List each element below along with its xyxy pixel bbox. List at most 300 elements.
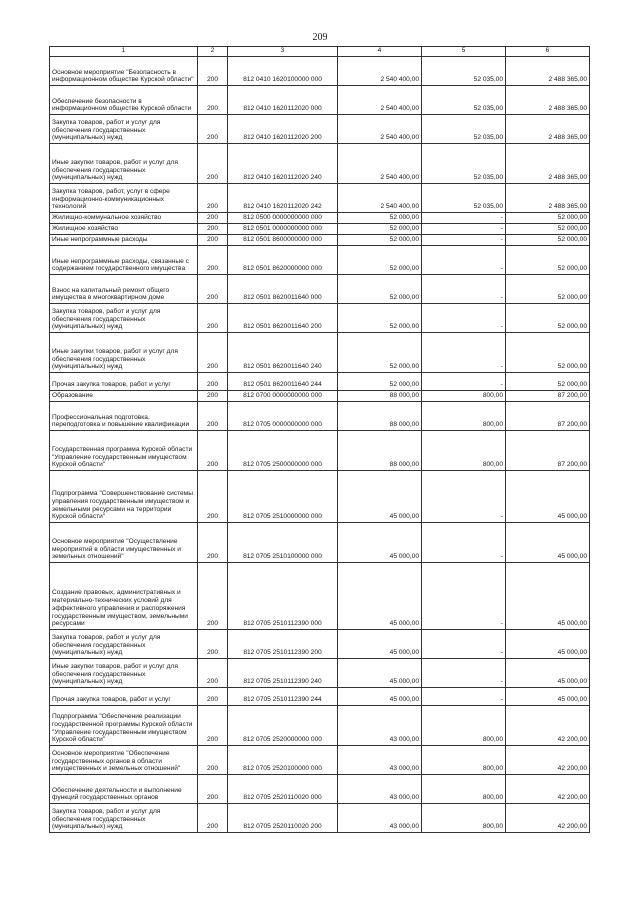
row-executed-cell (422, 224, 506, 235)
table-row (50, 184, 590, 213)
cell-text: 52 000,00 (557, 236, 587, 244)
row-remaining-cell (506, 184, 590, 213)
row-line-code-cell (198, 746, 228, 775)
cell-text: 87 200,00 (557, 421, 587, 429)
cell-text: 45 000,00 (557, 678, 587, 686)
row-line-code-cell (198, 431, 228, 471)
row-executed-cell (422, 86, 506, 115)
cell-text: Подпрограмма "Обеспечение реализации государственной программы Курской области "Управление государственным имуществом Курской области" (52, 713, 193, 744)
cell-text: 200 (206, 794, 218, 802)
row-name-cell (50, 471, 198, 523)
cell-text: 812 0410 1620112020 242 (243, 203, 322, 211)
table-row (50, 746, 590, 775)
row-executed-cell (422, 333, 506, 373)
row-name-cell (50, 402, 198, 431)
cell-text: 800,00 (482, 421, 503, 429)
row-budget-code-cell (228, 775, 338, 804)
cell-text: 52 000,00 (389, 363, 419, 371)
cell-text: 2 540 400,00 (380, 105, 419, 113)
cell-text: 800,00 (482, 823, 503, 831)
row-approved-cell (338, 659, 422, 688)
row-name-cell (50, 224, 198, 235)
row-budget-code-cell (228, 246, 338, 275)
row-remaining-cell (506, 333, 590, 373)
row-line-code-cell (198, 86, 228, 115)
cell-text: 45 000,00 (389, 620, 419, 628)
cell-text: 812 0410 1620112020 240 (243, 174, 322, 182)
cell-text: 52 000,00 (389, 294, 419, 302)
cell-text: 200 (206, 765, 218, 773)
cell-text: - (500, 225, 503, 233)
row-budget-code-cell (228, 471, 338, 523)
row-approved-cell (338, 746, 422, 775)
cell-text: 812 0705 2510112390 000 (243, 620, 322, 628)
cell-text: 45 000,00 (557, 649, 587, 657)
table-body (50, 47, 590, 833)
row-name-cell (50, 523, 198, 563)
row-approved-cell (338, 86, 422, 115)
row-executed-cell (422, 630, 506, 659)
cell-text: 52 000,00 (389, 323, 419, 331)
cell-text: - (500, 678, 503, 686)
cell-text: 812 0501 8600000000 000 (243, 236, 322, 244)
cell-text: 52 000,00 (557, 323, 587, 331)
row-name-cell (50, 333, 198, 373)
cell-text: - (500, 236, 503, 244)
cell-text: 42 200,00 (557, 794, 587, 802)
cell-text: 43 000,00 (389, 765, 419, 773)
cell-text: 800,00 (482, 461, 503, 469)
cell-text: Профессиональная подготовка, переподготовка и повышение квалификации (52, 413, 190, 429)
row-executed-cell (422, 563, 506, 630)
table-row (50, 115, 590, 144)
cell-text: 200 (206, 381, 218, 389)
row-remaining-cell (506, 523, 590, 563)
table-row (50, 57, 590, 86)
row-line-code-cell (198, 402, 228, 431)
cell-text: - (500, 553, 503, 561)
cell-text: 52 035,00 (473, 134, 503, 142)
cell-text: 43 000,00 (389, 823, 419, 831)
cell-text: 45 000,00 (389, 513, 419, 521)
cell-text: 52 000,00 (389, 214, 419, 222)
row-approved-cell (338, 402, 422, 431)
cell-text: 200 (206, 392, 218, 400)
row-name-cell (50, 659, 198, 688)
cell-text: 200 (206, 823, 218, 831)
row-line-code-cell (198, 144, 228, 184)
row-approved-cell (338, 391, 422, 402)
row-line-code-cell (198, 304, 228, 333)
table-row (50, 471, 590, 523)
row-name-cell (50, 304, 198, 333)
row-name-cell (50, 804, 198, 833)
cell-text: 52 000,00 (389, 236, 419, 244)
row-executed-cell (422, 471, 506, 523)
row-line-code-cell (198, 775, 228, 804)
cell-text: 200 (206, 513, 218, 521)
cell-text: 45 000,00 (557, 620, 587, 628)
row-name-cell (50, 213, 198, 224)
cell-text: Иные непрограммные расходы (52, 236, 148, 244)
cell-text: 800,00 (482, 794, 503, 802)
row-budget-code-cell (228, 373, 338, 391)
cell-text: - (500, 649, 503, 657)
cell-text: 800,00 (482, 736, 503, 744)
table-row (50, 775, 590, 804)
row-budget-code-cell (228, 688, 338, 706)
row-remaining-cell (506, 804, 590, 833)
row-remaining-cell (506, 275, 590, 304)
row-name-cell (50, 275, 198, 304)
cell-text: 200 (206, 678, 218, 686)
cell-text: 200 (206, 134, 218, 142)
cell-text: 812 0500 0000000000 000 (243, 214, 322, 222)
row-approved-cell (338, 224, 422, 235)
cell-text: 45 000,00 (389, 678, 419, 686)
cell-text: Закупка товаров, работ и услуг для обеспечения государственных (муниципальных) нужд (52, 307, 161, 331)
cell-text: Закупка товаров, работ и услуг для обеспечения государственных (муниципальных) нужд (52, 118, 161, 142)
row-remaining-cell (506, 213, 590, 224)
table-row (50, 659, 590, 688)
cell-text: 200 (206, 461, 218, 469)
row-budget-code-cell (228, 57, 338, 86)
row-budget-code-cell (228, 391, 338, 402)
cell-text: Закупка товаров, работ, услуг в сфере информационно-коммуникационных технологий (52, 187, 170, 211)
table-row (50, 563, 590, 630)
row-budget-code-cell (228, 184, 338, 213)
row-executed-cell (422, 706, 506, 746)
cell-text: 52 035,00 (473, 203, 503, 211)
row-budget-code-cell (228, 630, 338, 659)
cell-text: Подпрограмма "Совершенствование системы управления государственным имуществом и земельными ресурсами на территории Курской области" (52, 490, 193, 521)
cell-text: 200 (206, 736, 218, 744)
row-line-code-cell (198, 57, 228, 86)
cell-text: 812 0700 0000000000 000 (243, 392, 322, 400)
row-remaining-cell (506, 144, 590, 184)
row-name-cell (50, 630, 198, 659)
cell-text: 43 000,00 (389, 736, 419, 744)
cell-text: 2 540 400,00 (380, 174, 419, 182)
row-approved-cell (338, 706, 422, 746)
row-executed-cell (422, 57, 506, 86)
header-cell: 1 (50, 47, 198, 57)
row-executed-cell (422, 659, 506, 688)
header-cell: 6 (506, 47, 590, 57)
row-name-cell (50, 391, 198, 402)
row-approved-cell (338, 563, 422, 630)
row-approved-cell (338, 235, 422, 246)
row-line-code-cell (198, 373, 228, 391)
cell-text: - (500, 294, 503, 302)
cell-text: 200 (206, 214, 218, 222)
cell-text: 45 000,00 (389, 649, 419, 657)
cell-text: Создание правовых, административных и материально-технических условий для эффективного управления и распоряжения государственным имуществом, земельными ресурсами (52, 589, 188, 628)
row-executed-cell (422, 115, 506, 144)
row-line-code-cell (198, 659, 228, 688)
row-executed-cell (422, 144, 506, 184)
row-executed-cell (422, 775, 506, 804)
row-budget-code-cell (228, 706, 338, 746)
cell-text: - (500, 323, 503, 331)
header-cell: 4 (338, 47, 422, 57)
cell-text: 52 035,00 (473, 76, 503, 84)
row-executed-cell (422, 688, 506, 706)
cell-text: Закупка товаров, работ и услуг для обеспечения государственных (муниципальных) нужд (52, 633, 161, 657)
cell-text: 200 (206, 174, 218, 182)
cell-text: 200 (206, 620, 218, 628)
cell-text: Иные закупки товаров, работ и услуг для обеспечения государственных (муниципальных) нужд (52, 347, 178, 371)
row-budget-code-cell (228, 431, 338, 471)
row-name-cell (50, 115, 198, 144)
cell-text: 52 000,00 (389, 225, 419, 233)
cell-text: 42 200,00 (557, 765, 587, 773)
cell-text: 200 (206, 363, 218, 371)
cell-text: Основное мероприятие "Обеспечение государственных органов в области имущественных и земельных отношений" (52, 749, 181, 773)
cell-text: - (500, 381, 503, 389)
row-line-code-cell (198, 471, 228, 523)
cell-text: 2 488 365,00 (548, 203, 587, 211)
row-executed-cell (422, 431, 506, 471)
table-row (50, 402, 590, 431)
cell-text: 45 000,00 (557, 513, 587, 521)
cell-text: 812 0501 8620000000 000 (243, 265, 322, 273)
row-remaining-cell (506, 57, 590, 86)
row-executed-cell (422, 402, 506, 431)
row-executed-cell (422, 804, 506, 833)
cell-text: 200 (206, 203, 218, 211)
cell-text: Основное мероприятие "Безопасность в информационном обществе Курской области" (52, 68, 194, 84)
cell-text: Взнос на капитальный ремонт общего имущества в многоквартирном доме (52, 286, 170, 302)
row-approved-cell (338, 304, 422, 333)
cell-text: 800,00 (482, 392, 503, 400)
cell-text: 812 0705 2510112390 240 (243, 678, 322, 686)
header-cell: 5 (422, 47, 506, 57)
row-budget-code-cell (228, 333, 338, 373)
cell-text: Иные закупки товаров, работ и услуг для обеспечения государственных (муниципальных) нужд (52, 158, 178, 182)
row-remaining-cell (506, 706, 590, 746)
cell-text: Образование (52, 392, 93, 400)
cell-text: 2 488 365,00 (548, 174, 587, 182)
table-row (50, 688, 590, 706)
cell-text: 200 (206, 421, 218, 429)
cell-text: Прочая закупка товаров, работ и услуг (52, 696, 171, 704)
cell-text: 812 0705 0000000000 000 (243, 421, 322, 429)
cell-text: 812 0705 2510112390 244 (243, 696, 322, 704)
table-row (50, 804, 590, 833)
row-budget-code-cell (228, 115, 338, 144)
cell-text: 200 (206, 649, 218, 657)
row-budget-code-cell (228, 304, 338, 333)
cell-text: 812 0705 2520110020 200 (243, 823, 322, 831)
cell-text: 200 (206, 294, 218, 302)
row-remaining-cell (506, 304, 590, 333)
cell-text: - (500, 620, 503, 628)
cell-text: 2 488 365,00 (548, 134, 587, 142)
cell-text: 45 000,00 (557, 696, 587, 704)
cell-text: Жилищное хозяйство (52, 225, 119, 233)
table-row (50, 373, 590, 391)
row-name-cell (50, 775, 198, 804)
row-name-cell (50, 746, 198, 775)
row-name-cell (50, 246, 198, 275)
row-budget-code-cell (228, 224, 338, 235)
cell-text: Иные закупки товаров, работ и услуг для обеспечения государственных (муниципальных) нужд (52, 662, 178, 686)
row-name-cell (50, 688, 198, 706)
row-remaining-cell (506, 563, 590, 630)
row-line-code-cell (198, 246, 228, 275)
cell-text: Иные непрограммные расходы, связанные с содержанием государственного имущества (52, 257, 189, 273)
row-budget-code-cell (228, 563, 338, 630)
row-remaining-cell (506, 659, 590, 688)
row-name-cell (50, 563, 198, 630)
row-approved-cell (338, 333, 422, 373)
cell-text: Обеспечение деятельности и выполнение функций государственных органов (52, 786, 182, 802)
cell-text: 2 540 400,00 (380, 203, 419, 211)
cell-text: 45 000,00 (389, 696, 419, 704)
row-line-code-cell (198, 391, 228, 402)
row-budget-code-cell (228, 86, 338, 115)
header-cell: 2 (198, 47, 228, 57)
cell-text: 200 (206, 323, 218, 331)
cell-text: 812 0501 8620011640 240 (243, 363, 322, 371)
cell-text: 200 (206, 76, 218, 84)
row-approved-cell (338, 373, 422, 391)
cell-text: - (500, 513, 503, 521)
row-executed-cell (422, 184, 506, 213)
row-budget-code-cell (228, 746, 338, 775)
row-budget-code-cell (228, 213, 338, 224)
row-line-code-cell (198, 333, 228, 373)
table-row (50, 275, 590, 304)
row-executed-cell (422, 391, 506, 402)
cell-text: 52 000,00 (389, 381, 419, 389)
row-budget-code-cell (228, 275, 338, 304)
table-row (50, 391, 590, 402)
row-approved-cell (338, 775, 422, 804)
cell-text: 52 000,00 (557, 225, 587, 233)
cell-text: 812 0501 0000000000 000 (243, 225, 322, 233)
row-remaining-cell (506, 115, 590, 144)
row-approved-cell (338, 471, 422, 523)
cell-text: 45 000,00 (557, 553, 587, 561)
row-remaining-cell (506, 246, 590, 275)
cell-text: 52 035,00 (473, 105, 503, 113)
cell-text: Закупка товаров, работ и услуг для обеспечения государственных (муниципальных) нужд (52, 807, 161, 831)
row-remaining-cell (506, 235, 590, 246)
cell-text: 2 540 400,00 (380, 134, 419, 142)
budget-table (49, 46, 590, 833)
row-line-code-cell (198, 184, 228, 213)
row-executed-cell (422, 304, 506, 333)
cell-text: 800,00 (482, 765, 503, 773)
row-line-code-cell (198, 630, 228, 659)
cell-text: 88 000,00 (389, 392, 419, 400)
row-executed-cell (422, 246, 506, 275)
row-approved-cell (338, 184, 422, 213)
row-executed-cell (422, 373, 506, 391)
table-row (50, 86, 590, 115)
cell-text: 812 0501 8620011640 000 (243, 294, 322, 302)
row-executed-cell (422, 213, 506, 224)
cell-text: 200 (206, 105, 218, 113)
row-name-cell (50, 431, 198, 471)
row-executed-cell (422, 275, 506, 304)
cell-text: 812 0705 2520000000 000 (243, 736, 322, 744)
table-row (50, 630, 590, 659)
row-executed-cell (422, 746, 506, 775)
cell-text: 200 (206, 696, 218, 704)
table-row (50, 224, 590, 235)
cell-text: 812 0705 2500000000 000 (243, 461, 322, 469)
cell-text: 812 0705 2510000000 000 (243, 513, 322, 521)
row-budget-code-cell (228, 523, 338, 563)
row-remaining-cell (506, 224, 590, 235)
row-line-code-cell (198, 706, 228, 746)
cell-text: Государственная программа Курской области "Управление государственным имуществом Курской области" (52, 445, 193, 469)
row-name-cell (50, 235, 198, 246)
row-line-code-cell (198, 115, 228, 144)
cell-text: 200 (206, 236, 218, 244)
row-remaining-cell (506, 688, 590, 706)
row-line-code-cell (198, 804, 228, 833)
cell-text: 812 0705 2510112390 200 (243, 649, 322, 657)
cell-text: - (500, 214, 503, 222)
page-number: 209 (312, 32, 328, 43)
cell-text: Жилищно-коммунальное хозяйство (52, 214, 162, 222)
table-row (50, 431, 590, 471)
row-line-code-cell (198, 688, 228, 706)
cell-text: 200 (206, 265, 218, 273)
cell-text: 812 0501 8620011640 200 (243, 323, 322, 331)
row-remaining-cell (506, 775, 590, 804)
row-executed-cell (422, 523, 506, 563)
cell-text: 52 000,00 (557, 214, 587, 222)
cell-text: 812 0705 2520110020 000 (243, 794, 322, 802)
row-remaining-cell (506, 471, 590, 523)
cell-text: 2 540 400,00 (380, 76, 419, 84)
row-line-code-cell (198, 213, 228, 224)
row-remaining-cell (506, 402, 590, 431)
row-approved-cell (338, 688, 422, 706)
cell-text: 52 000,00 (389, 265, 419, 273)
cell-text: 45 000,00 (389, 553, 419, 561)
row-approved-cell (338, 213, 422, 224)
row-budget-code-cell (228, 235, 338, 246)
cell-text: 2 488 365,00 (548, 105, 587, 113)
cell-text: 87 200,00 (557, 461, 587, 469)
cell-text: - (500, 265, 503, 273)
table-row (50, 304, 590, 333)
row-line-code-cell (198, 235, 228, 246)
row-executed-cell (422, 235, 506, 246)
table-row (50, 706, 590, 746)
cell-text: Основное мероприятие "Осуществление мероприятий в области имущественных и земельных отношений" (52, 537, 181, 561)
row-approved-cell (338, 523, 422, 563)
row-approved-cell (338, 144, 422, 184)
cell-text: 88 000,00 (389, 461, 419, 469)
table-row (50, 235, 590, 246)
cell-text: Прочая закупка товаров, работ и услуг (52, 381, 171, 389)
table-row (50, 144, 590, 184)
row-line-code-cell (198, 523, 228, 563)
row-approved-cell (338, 431, 422, 471)
cell-text: 812 0410 1620112020 200 (243, 134, 322, 142)
header-row (50, 47, 590, 57)
header-cell: 3 (228, 47, 338, 57)
row-line-code-cell (198, 563, 228, 630)
cell-text: 812 0501 8620011640 244 (243, 381, 322, 389)
